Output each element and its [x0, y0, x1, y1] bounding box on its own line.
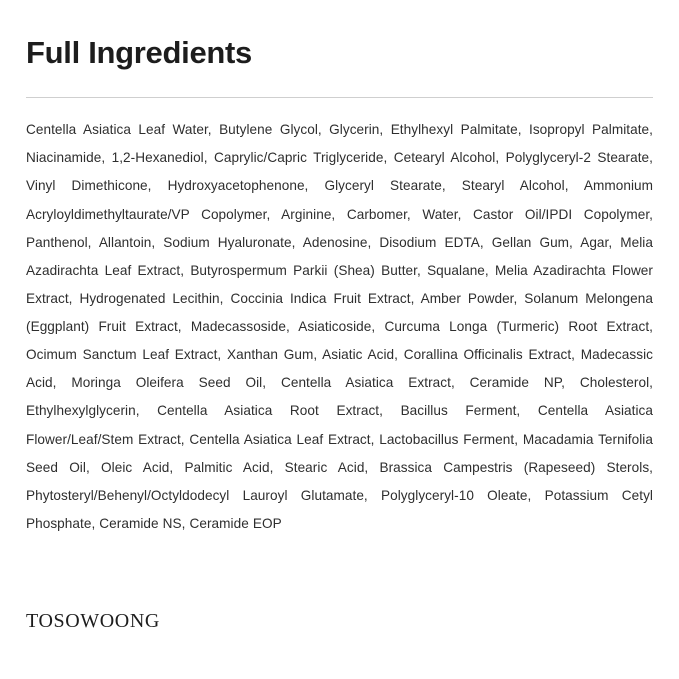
ingredients-list-text: Centella Asiatica Leaf Water, Butylene Glycol, Glycerin, Ethylhexyl Palmitate, Isopropyl Palmitate, Niacinamide, 1,2-Hexanediol, Caprylic/Capric Triglyceride, Cetearyl Alcohol, Polyglyceryl-2 Stearate, Vinyl Dimethicone, Hydroxyacetophenone, Glyceryl Stearate, Stearyl Alcohol, Ammonium Acryloyldimethyltaurate/VP Copolymer, Arginine, Carbomer, Water, Castor Oil/IPDI Copolymer, Panthenol, Allantoin, Sodium Hyaluronate, Adenosine, Disodium EDTA, Gellan Gum, Agar, Melia Azadirachta Leaf Extract, Butyrospermum Parkii (Shea) Butter, Squalane, Melia Azadirachta Flower Extract, Hydrogenated Lecithin, Coccinia Indica Fruit Extract, Amber Powder, Solanum Melongena (Eggplant) Fruit Extract, Madecassoside, Asiaticoside, Curcuma Longa (Turmeric) Root Extract, Ocimum Sanctum Leaf Extract, Xanthan Gum, Asiatic Acid, Corallina Officinalis Extract, Madecassic Acid, Moringa Oleifera Seed Oil, Centella Asiatica Extract, Ceramide NP, Cholesterol, Ethylhexylglycerin, Centella Asiatica Root Extract, Bacillus Ferment, Centella Asiatica Flower/Leaf/Stem Extract, Centella Asiatica Leaf Extract, Lactobacillus Ferment, Macadamia Ternifolia Seed Oil, Oleic Acid, Palmitic Acid, Stearic Acid, Brassica Campestris (Rapeseed) Sterols, Phytosteryl/Behenyl/Octyldodecyl Lauroyl Glutamate, Polyglyceryl-10 Oleate, Potassium Cetyl Phosphate, Ceramide NS, Ceramide EOP [26, 122, 653, 531]
brand-wordmark: TOSOWOONG [26, 610, 160, 632]
page-title: Full Ingredients [26, 35, 252, 70]
title-divider [26, 97, 653, 98]
